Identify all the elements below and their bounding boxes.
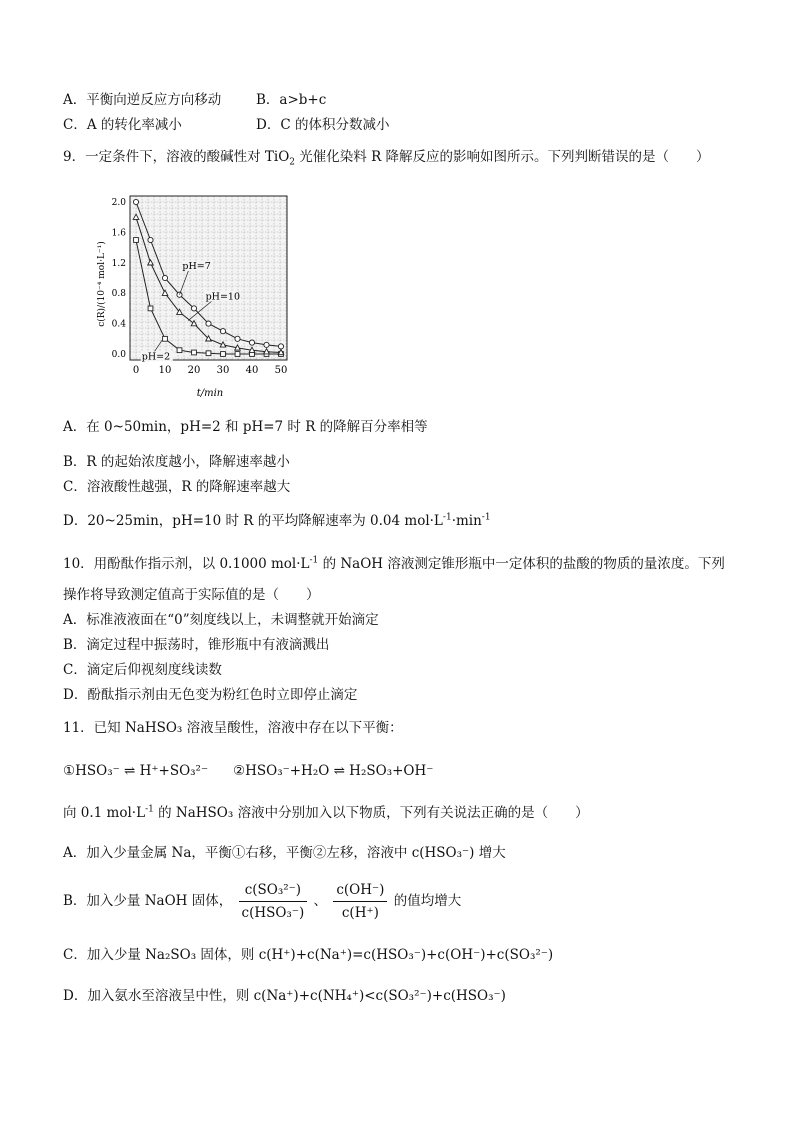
q11-question: 向 0.1 $mol\cdot L^{-1}$ 的 NaHSO₃ 溶液中分别加入以下物质，下列有关说法正确的是（ ） [63, 804, 589, 821]
chart-xlabel: t/min [196, 388, 224, 399]
q11-option-c: C．加入少量 Na₂SO₃ 固体，则 c(H⁺)+c(Na⁺)=c(HSO₃⁻)+c(OH⁻)+c(SO₃²⁻) [63, 947, 554, 963]
x-tick-label: 10 [158, 365, 172, 376]
data-point [221, 352, 226, 357]
data-point [134, 238, 139, 243]
q11-option-d: D．加入氨水至溶液呈中性，则 c(Na⁺)+c(NH₄⁺)<c(SO₃²⁻)+c(HSO₃⁻) [63, 988, 506, 1004]
x-tick-label: 20 [187, 365, 201, 376]
q11-stem: 11．已知 NaHSO₃ 溶液呈酸性，溶液中存在以下平衡： [63, 720, 403, 736]
series-label: pH=7 [182, 260, 211, 272]
y-tick-label: 0.4 [111, 319, 126, 330]
q10-option-d: D．酚酞指示剂由无色变为粉红色时立即停止滴定 [63, 687, 358, 703]
q8-option-b: B．a>b+c [256, 92, 327, 108]
data-point [148, 306, 153, 311]
data-point [148, 237, 153, 242]
data-point [249, 340, 254, 345]
data-point [264, 342, 269, 347]
data-point [192, 350, 197, 355]
q9-option-a: A．在 0~50min，pH=2 和 pH=7 时 R 的降解百分率相等 [63, 419, 428, 435]
data-point [278, 344, 283, 349]
q11-equilibrium-2: ②HSO₃⁻+H₂O ⇌ H₂SO₃+OH⁻ [233, 763, 434, 779]
q10-option-c: C．滴定后仰视刻度线读数 [63, 662, 222, 678]
data-point [191, 306, 196, 311]
y-tick-label: 0.8 [111, 289, 126, 300]
chart-ylabel: c(R)/(10⁻⁴ mol·L⁻¹) [97, 241, 107, 327]
data-point [162, 275, 167, 280]
data-point [235, 336, 240, 341]
q11-option-b: B．加入少量 NaOH 固体， $\frac{\text{c(SO₃²⁻)}}{\text{c(HSO₃⁻)}}$ 、 $\frac{c(OH^-)}{c(H^+)}$ 的值均增大 [63, 882, 462, 921]
data-point [220, 329, 225, 334]
data-point [133, 199, 138, 204]
y-tick-label: 1.6 [111, 228, 126, 239]
q9-option-d: D．20~25min，pH=10 时 R 的平均降解速率为 0.04 $mol\cdot L^{-1}\cdot\min^{-1}$ [63, 512, 491, 529]
data-point [206, 321, 211, 326]
data-point [177, 348, 182, 353]
ratio-sulfite-bisulfite: $\frac{\text{c(SO₃²⁻)}}{\text{c(HSO₃⁻)}}$ [239, 880, 308, 923]
x-tick-label: 30 [216, 365, 230, 376]
x-tick-label: 40 [245, 365, 259, 376]
q9-option-b: B．R 的起始浓度越小，降解速率越小 [63, 454, 290, 470]
q11-equilibrium-1: ①HSO₃⁻ ⇌ H⁺+SO₃²⁻ [63, 763, 209, 779]
data-point [163, 336, 168, 341]
y-tick-label: 1.2 [111, 258, 126, 269]
q10-option-b: B．滴定过程中振荡时，锥形瓶中有液滴溅出 [63, 637, 330, 653]
data-point [235, 352, 240, 357]
q10-stem-line2: 操作将导致测定值高于实际值的是（ ） [63, 587, 320, 603]
q10-stem-line1: 10．用酚酞作指示剂，以 0.1000 $mol\cdot L^{-1}$ 的 NaOH 溶液测定锥形瓶中一定体积的盐酸的物质的量浓度。下列 [63, 555, 725, 572]
x-tick-label: 50 [274, 365, 288, 376]
q9-option-c: C．溶液酸性越强，R 的降解速率越大 [63, 479, 291, 495]
degradation-chart [92, 182, 302, 400]
q10-option-a: A．标准液液面在“0”刻度线以上，未调整就开始滴定 [63, 612, 379, 628]
y-tick-label: 0.0 [111, 350, 126, 360]
x-tick-label: 0 [132, 365, 140, 376]
q9-stem: 9．一定条件下，溶液的酸碱性对 TiO$_2$ 光催化染料 R 降解反应的影响如图所示。下列判断错误的是（ ） [63, 149, 710, 168]
q11-option-a: A．加入少量金属 Na，平衡①右移，平衡②左移，溶液中 c(HSO₃⁻) 增大 [63, 845, 506, 861]
q8-option-a: A．平衡向逆反应方向移动 [63, 92, 222, 108]
series-label: pH=10 [205, 291, 241, 303]
q8-option-c: C．A 的转化率减小 [63, 117, 182, 133]
series-label: pH=2 [141, 351, 171, 363]
ratio-hydroxide-hydrogen: $\frac{c(OH^-)}{c(H^+)}$ [333, 880, 387, 923]
data-point [206, 351, 211, 356]
q8-option-d: D．C 的体积分数减小 [256, 117, 390, 133]
y-tick-label: 2.0 [111, 198, 126, 208]
